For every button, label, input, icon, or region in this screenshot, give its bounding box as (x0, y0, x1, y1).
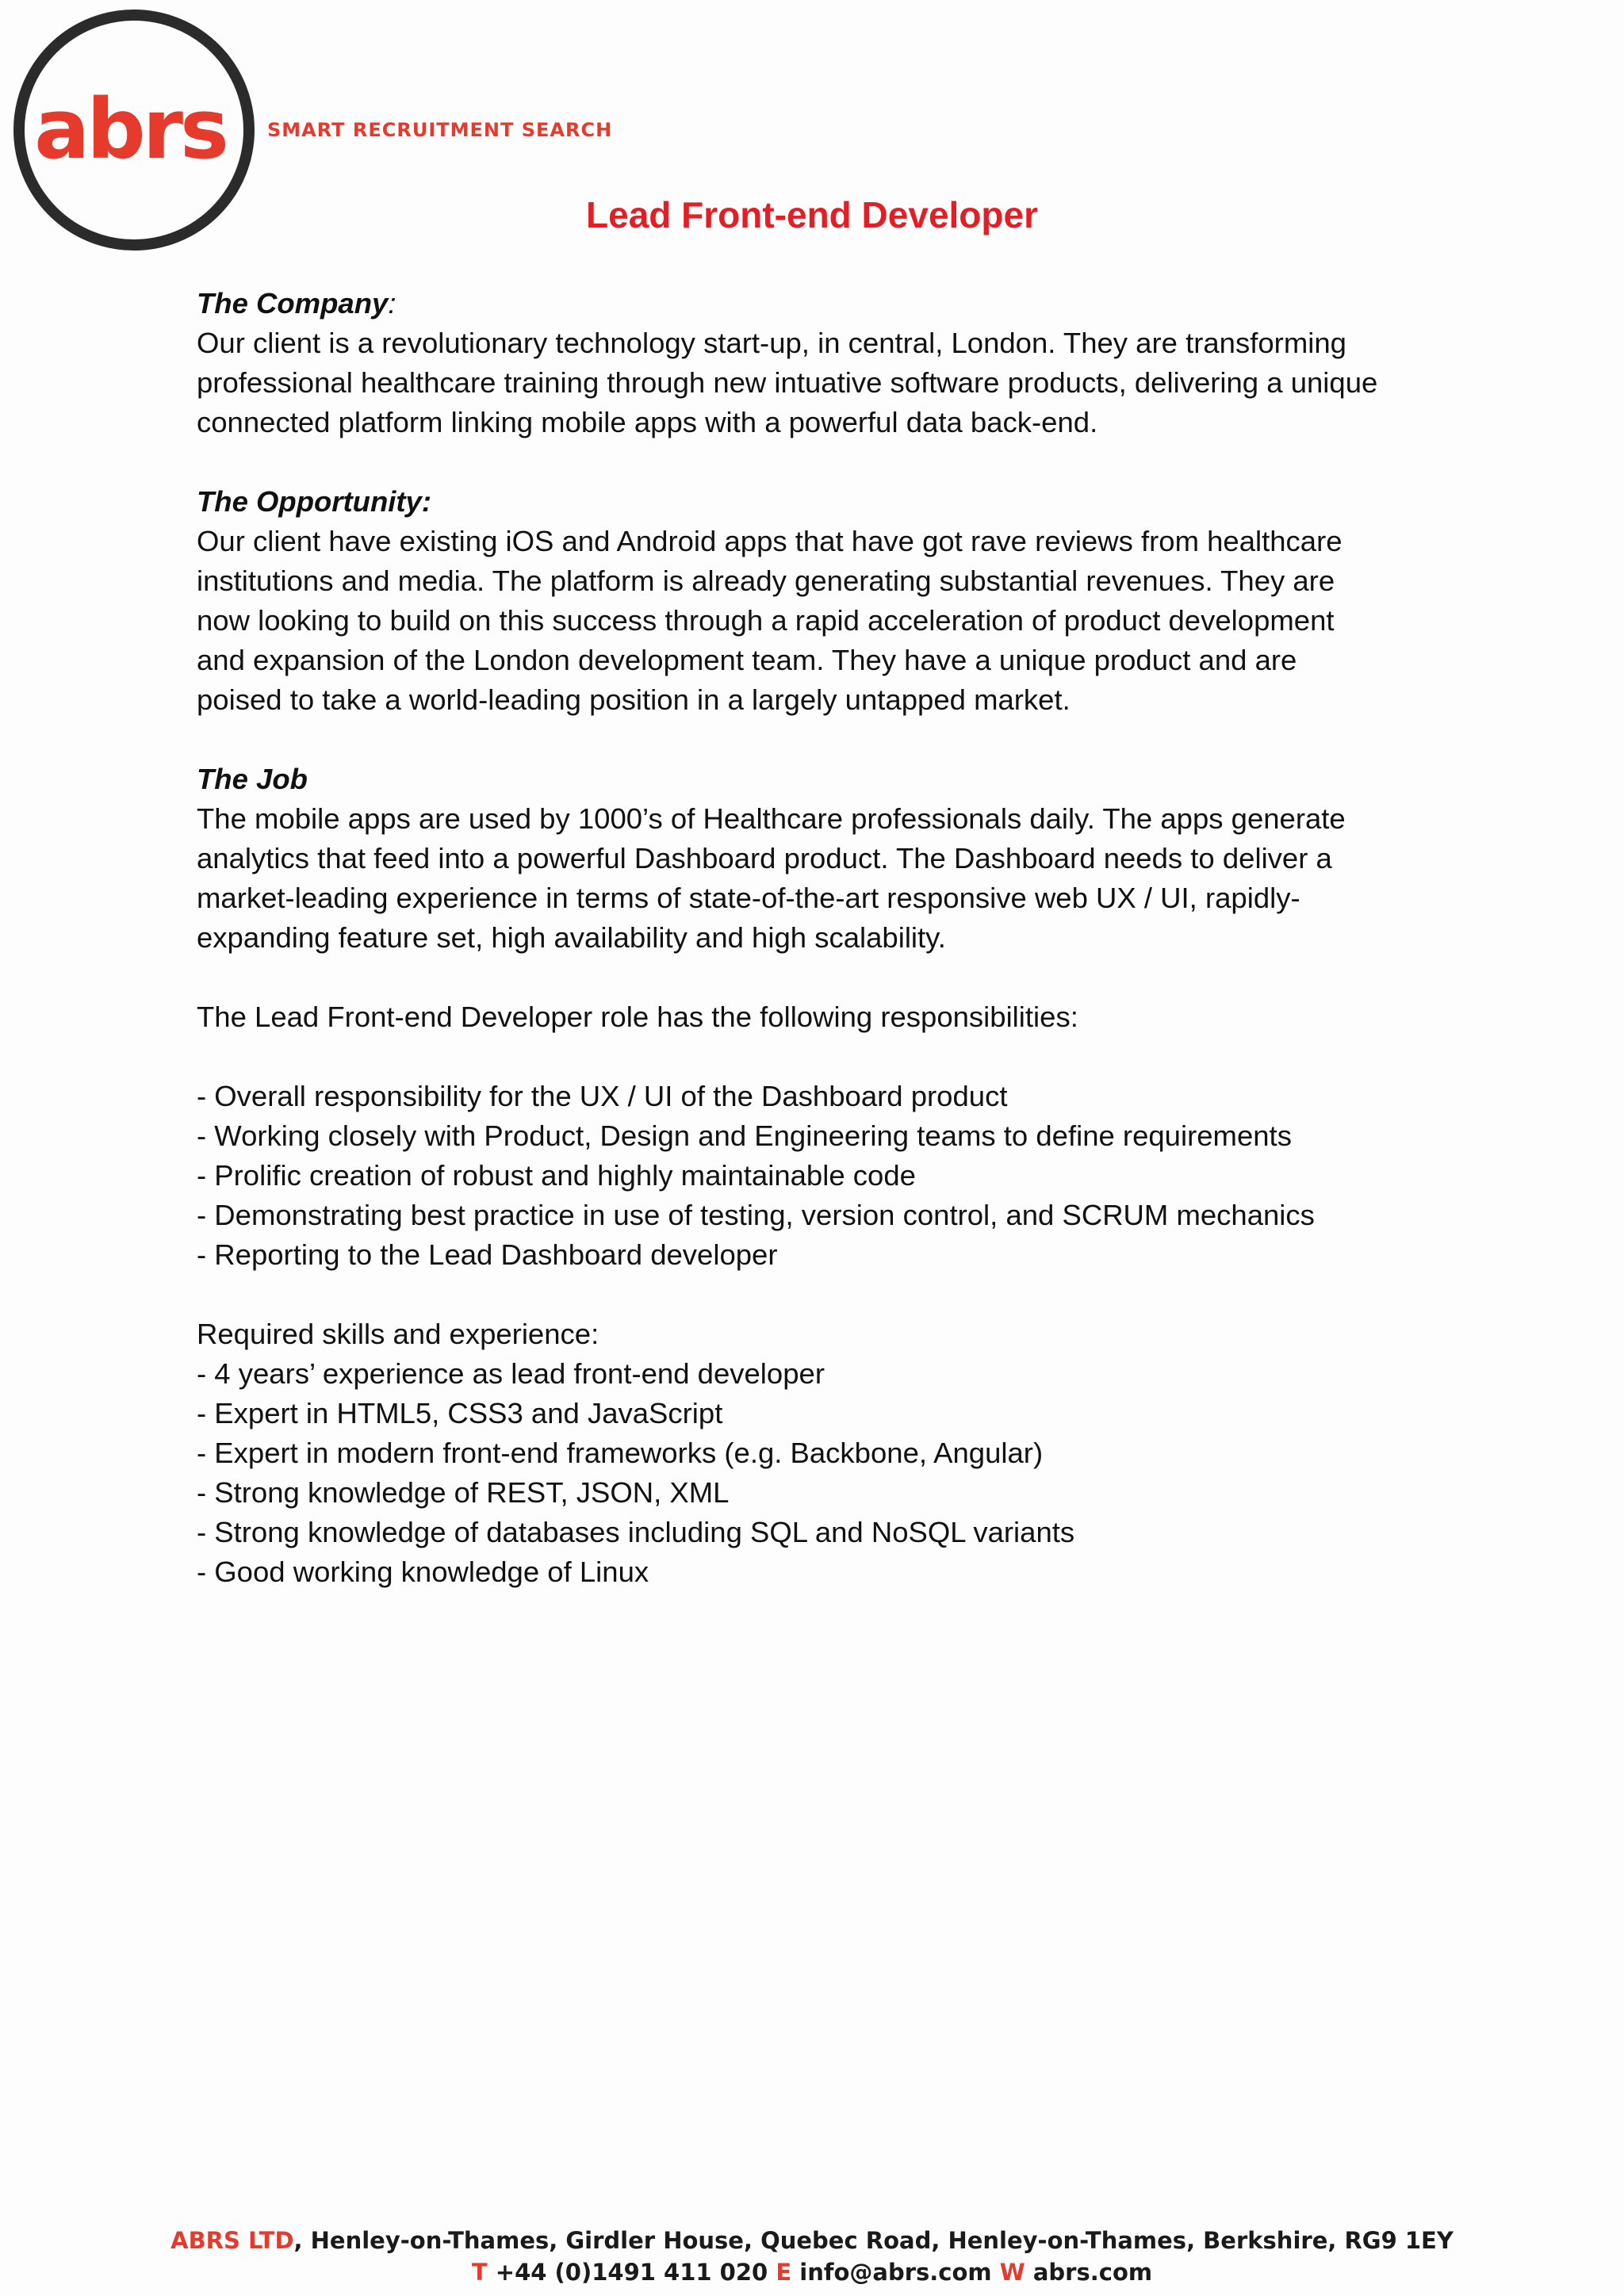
opportunity-line: Our client have existing iOS and Android apps that have got rave reviews from healthcare (197, 525, 1342, 557)
company-heading-text: The Company (197, 287, 389, 320)
footer-company: ABRS LTD (170, 2227, 294, 2254)
responsibilities-intro: The Lead Front-end Developer role has the following responsibilities: (197, 1001, 1078, 1033)
skill-item: - Expert in HTML5, CSS3 and JavaScript (197, 1397, 723, 1429)
opportunity-line: poised to take a world-leading position in a largely untapped market. (197, 683, 1071, 716)
footer-tel-label: T (471, 2259, 488, 2286)
footer-tel: +44 (0)1491 411 020 (495, 2259, 768, 2286)
job-line: expanding feature set, high availability and high scalability. (197, 921, 946, 954)
job-line: analytics that feed into a powerful Dashboard product. The Dashboard needs to deliver a (197, 842, 1332, 874)
page-title: Lead Front-end Developer (586, 194, 1038, 235)
skill-item: - 4 years’ experience as lead front-end developer (197, 1357, 825, 1390)
company-heading (197, 284, 1434, 323)
footer-web[interactable]: abrs.com (1032, 2259, 1153, 2286)
footer-email[interactable]: info@abrs.com (799, 2259, 992, 2286)
opportunity-heading: The Opportunity: (197, 485, 432, 518)
footer-email-label: E (776, 2259, 792, 2286)
responsibility-item: - Reporting to the Lead Dashboard developer (197, 1238, 778, 1271)
opportunity-line: institutions and media. The platform is already generating substantial revenues. They are (197, 564, 1335, 597)
responsibility-item: - Demonstrating best practice in use of testing, version control, and SCRUM mechanics (197, 1199, 1315, 1231)
skill-item: - Strong knowledge of REST, JSON, XML (197, 1476, 730, 1509)
skills-intro: Required skills and experience: (197, 1318, 599, 1350)
responsibility-item: - Working closely with Product, Design and Engineering teams to define requirements (197, 1119, 1292, 1152)
company-heading-suffix: : (388, 287, 396, 320)
company-line: professional healthcare training through new intuative software products, delivering a unique (197, 366, 1378, 399)
footer-address (0, 2225, 1624, 2256)
company-line: Our client is a revolutionary technology start-up, in central, London. They are transforming (197, 327, 1346, 359)
job-line: market-leading experience in terms of state-of-the-art responsive web UX / UI, rapidly- (197, 882, 1300, 914)
opportunity-line: and expansion of the London development team. They have a unique product and are (197, 644, 1297, 676)
document-body (197, 284, 1434, 1592)
company-line: connected platform linking mobile apps with a powerful data back-end. (197, 406, 1098, 438)
skill-item: - Good working knowledge of Linux (197, 1556, 649, 1588)
logo-wordmark: abrs (34, 81, 226, 178)
responsibility-item: - Overall responsibility for the UX / UI of the Dashboard product (197, 1080, 1008, 1112)
footer-web-label: W (999, 2259, 1025, 2286)
job-line: The mobile apps are used by 1000’s of Healthcare professionals daily. The apps generate (197, 802, 1346, 835)
job-heading: The Job (197, 763, 308, 795)
skill-item: - Strong knowledge of databases including SQL and NoSQL variants (197, 1516, 1075, 1548)
footer-address-text: , Henley-on-Thames, Girdler House, Quebec Road, Henley-on-Thames, Berkshire, RG9 1EY (293, 2227, 1454, 2254)
skill-item: - Expert in modern front-end frameworks (e.g. Backbone, Angular) (197, 1437, 1044, 1469)
responsibility-item: - Prolific creation of robust and highly maintainable code (197, 1159, 916, 1192)
footer-contact (0, 2256, 1624, 2288)
logo-tagline: SMART RECRUITMENT SEARCH (267, 119, 613, 141)
opportunity-line: now looking to build on this success through a rapid acceleration of product development (197, 604, 1335, 637)
